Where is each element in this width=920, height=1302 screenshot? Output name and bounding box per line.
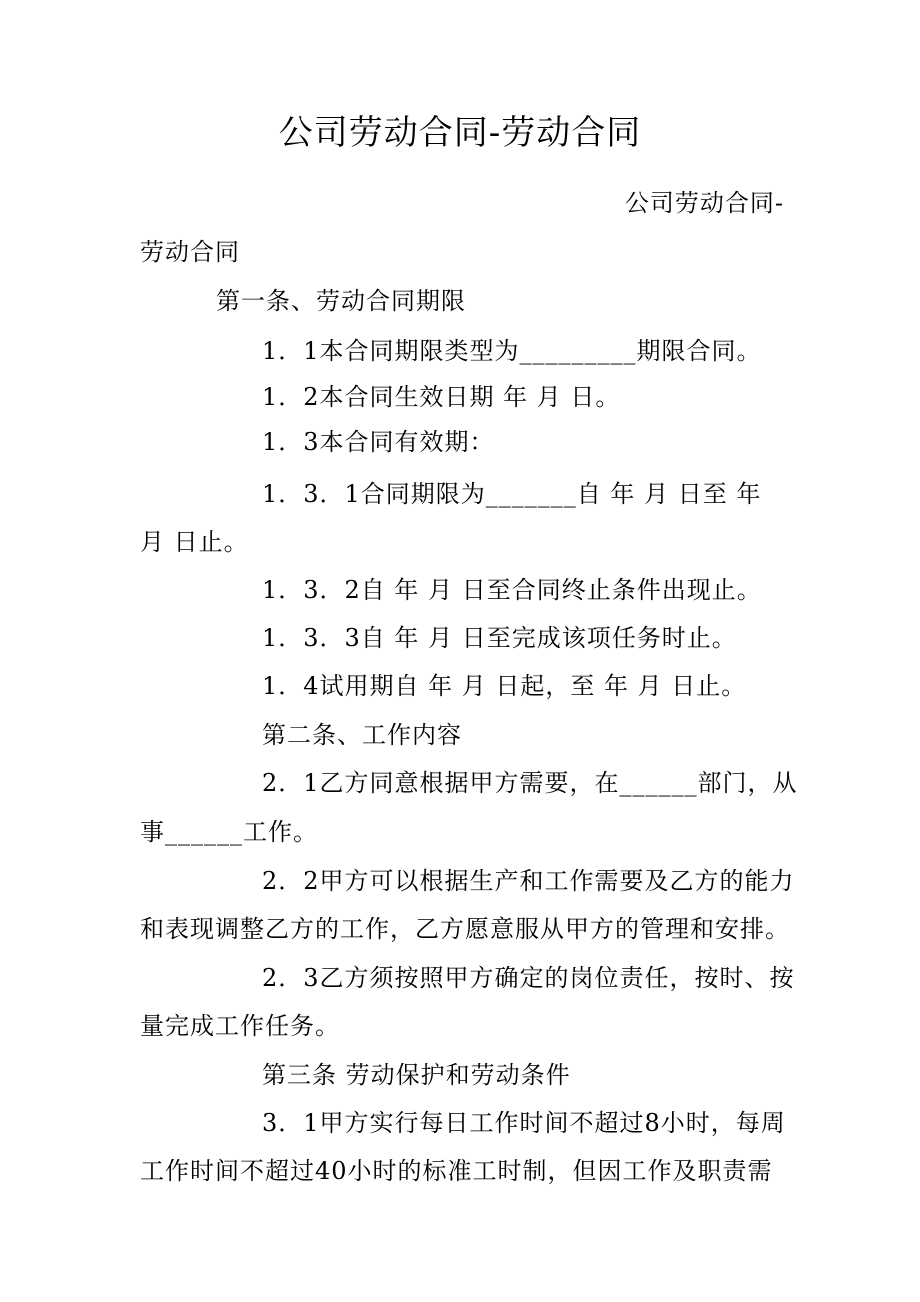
text-line: 3．1甲方实行每日工作时间不超过8小时，每周	[262, 1109, 786, 1137]
text-line: 1．3．3自 年 月 日至完成该项任务时止。	[262, 624, 737, 652]
text-line: 2．2甲方可以根据生产和工作需要及乙方的能力	[262, 867, 795, 895]
text-line: 公司劳动合同-	[624, 189, 784, 217]
text-line: 量完成工作任务。	[140, 1012, 340, 1040]
text-line: 工作时间不超过40小时的标准工时制，但因工作及职责需	[140, 1157, 773, 1185]
text-line: 2．1乙方同意根据甲方需要，在______部门，从	[262, 769, 798, 797]
text-line: 和表现调整乙方的工作，乙方愿意服从甲方的管理和安排。	[140, 915, 790, 943]
text-line: 劳动合同	[140, 238, 240, 266]
text-line: 1．3本合同有效期：	[262, 428, 495, 456]
text-line: 月 日止。	[140, 528, 249, 556]
section-heading: 第一条、劳动合同期限	[216, 287, 466, 315]
section-heading: 第二条、工作内容	[262, 721, 462, 749]
document-title: 公司劳动合同-劳动合同	[278, 113, 642, 153]
text-line: 2．3乙方须按照甲方确定的岗位责任，按时、按	[262, 964, 795, 992]
text-line: 1．3．2自 年 月 日至合同终止条件出现止。	[262, 576, 762, 604]
text-line: 1．2本合同生效日期 年 月 日。	[262, 383, 621, 411]
text-line: 1．1本合同期限类型为_________期限合同。	[262, 337, 762, 365]
text-line: 1．3．1合同期限为_______自 年 月 日至 年	[262, 480, 762, 508]
text-line: 1．4试用期自 年 月 日起，至 年 月 日止。	[262, 672, 747, 700]
section-heading: 第三条 劳动保护和劳动条件	[262, 1061, 571, 1089]
text-line: 事______工作。	[140, 818, 318, 846]
